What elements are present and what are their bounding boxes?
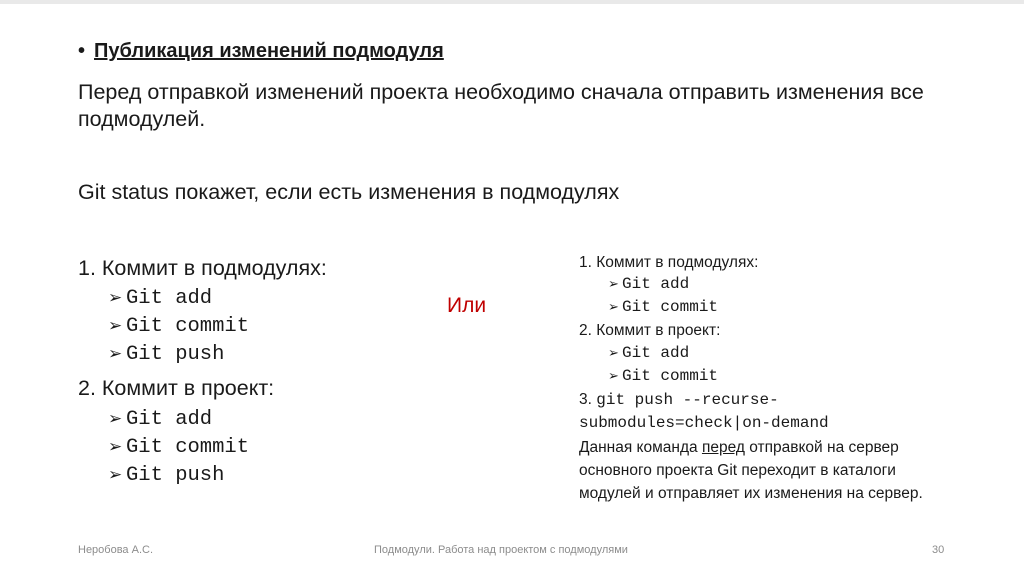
footer-author: Неробова А.С. xyxy=(78,544,154,556)
left-step1-cmd: ➢ Git add xyxy=(108,287,213,310)
arrow-bullet-icon: ➢ xyxy=(108,409,123,429)
right-step1-cmd: ➢ Git commit xyxy=(608,298,719,316)
right-step2-title: 2. Коммит в проект: xyxy=(579,322,721,339)
arrow-bullet-icon: ➢ xyxy=(608,346,619,361)
right-step1-title: 1. Коммит в подмодулях: xyxy=(579,254,759,271)
arrow-bullet-icon: ➢ xyxy=(108,437,123,457)
arrow-bullet-icon: ➢ xyxy=(608,277,619,292)
intro-paragraph: Перед отправкой изменений проекта необходимо сначала отправить изменения все подмодулей. xyxy=(78,80,924,131)
arrow-bullet-icon: ➢ xyxy=(608,300,619,315)
status-paragraph: Git status покажет, если есть изменения в подмодулях xyxy=(78,180,620,204)
left-step1-cmd: ➢ Git push xyxy=(108,343,225,366)
arrow-bullet-icon: ➢ xyxy=(108,316,123,336)
arrow-bullet-icon: ➢ xyxy=(608,369,619,384)
note-line-2: основного проекта Git переходит в каталоги xyxy=(579,462,896,479)
heading-text: Публикация изменений подмодуля xyxy=(94,40,444,62)
top-divider xyxy=(0,0,1024,4)
footer-title: Подмодули. Работа над проектом с подмодулями xyxy=(374,544,628,556)
left-step2-title: 2. Коммит в проект: xyxy=(78,376,275,400)
left-step2-cmd: ➢ Git add xyxy=(108,408,213,431)
note-line-1: Данная команда перед отправкой на сервер xyxy=(579,439,899,456)
arrow-bullet-icon: ➢ xyxy=(108,344,123,364)
bullet-icon: • xyxy=(78,40,86,62)
left-step2-cmd: ➢ Git commit xyxy=(108,436,250,459)
right-step3-line2: submodules=check|on-demand xyxy=(579,414,829,432)
left-step1-cmd: ➢ Git commit xyxy=(108,315,250,338)
right-step3-line1: 3. git push --recurse- xyxy=(579,391,779,409)
slide-heading xyxy=(78,40,444,63)
left-step1-title: 1. Коммит в подмодулях: xyxy=(78,256,327,280)
note-line-3: модулей и отправляет их изменения на сервер. xyxy=(579,485,923,502)
right-step2-cmd: ➢ Git add xyxy=(608,344,690,362)
arrow-bullet-icon: ➢ xyxy=(108,288,123,308)
arrow-bullet-icon: ➢ xyxy=(108,465,123,485)
underlined-word: перед xyxy=(701,439,745,456)
or-label: Или xyxy=(447,294,487,317)
right-step2-cmd: ➢ Git commit xyxy=(608,367,719,385)
left-step2-cmd: ➢ Git push xyxy=(108,464,225,487)
page-number: 30 xyxy=(932,544,945,556)
right-step1-cmd: ➢ Git add xyxy=(608,275,690,293)
